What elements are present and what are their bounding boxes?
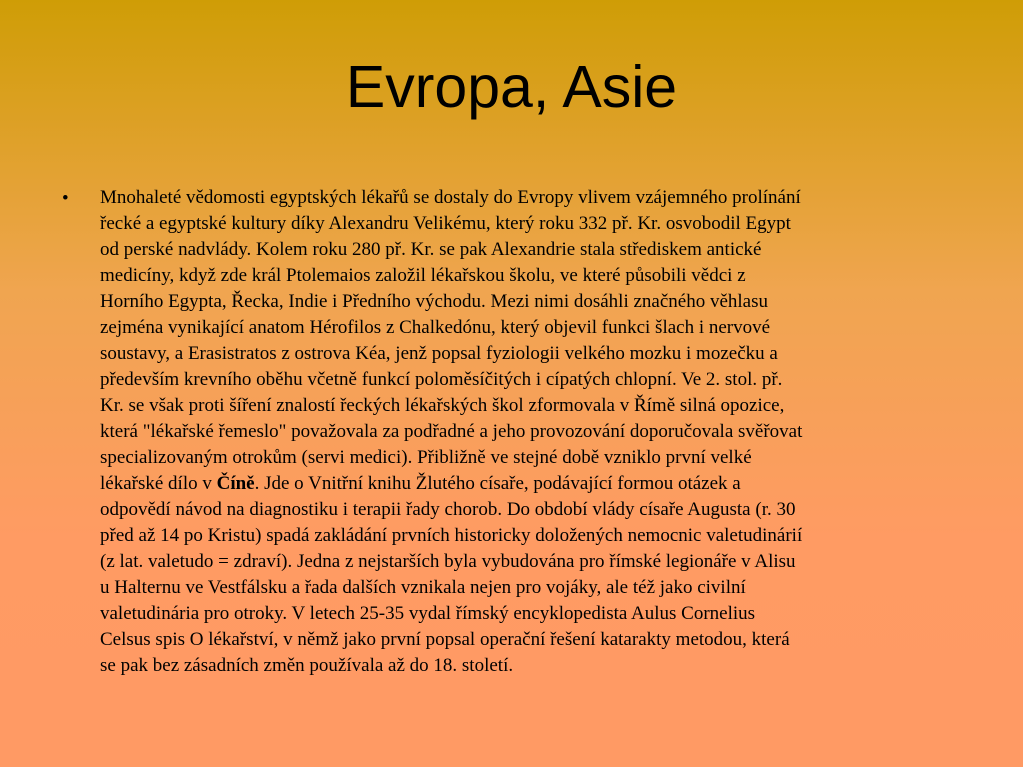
paragraph-line: medicíny, když zde král Ptolemaios založil lékařskou školu, ve které působili vědci z xyxy=(100,265,746,286)
paragraph-line: (z lat. valetudo = zdraví). Jedna z nejstarších byla vybudována pro římské legionáře v Alisu xyxy=(100,551,796,572)
bold-word-china: Číně xyxy=(216,473,255,494)
paragraph-line: se pak bez zásadních změn používala až do 18. století. xyxy=(100,655,514,676)
paragraph-line: Horního Egypta, Řecka, Indie i Předního východu. Mezi nimi dosáhli značného věhlasu xyxy=(100,291,769,312)
paragraph-line: řecké a egyptské kultury díky Alexandru Velikému, který roku 332 př. Kr. osvobodil Egypt xyxy=(100,213,791,234)
bullet-marker: • xyxy=(62,188,69,209)
line-text-before: lékařské dílo v xyxy=(100,473,217,494)
paragraph-line: zejména vynikající anatom Hérofilos z Chalkedónu, který objevil funkci šlach i nervové xyxy=(100,317,771,338)
paragraph-line: soustavy, a Erasistratos z ostrova Kéa, jenž popsal fyziologii velkého mozku i mozečku a xyxy=(100,343,778,364)
paragraph-line: valetudinária pro otroky. V letech 25-35 vydal římský encyklopedista Aulus Cornelius xyxy=(100,603,756,624)
paragraph-line-with-bold xyxy=(100,471,975,497)
paragraph-line: specializovaným otrokům (servi medici). Přibližně ve stejné době vzniklo první velké xyxy=(100,447,752,468)
paragraph-line: Kr. se však proti šíření znalostí řeckých lékařských škol zformovala v Římě silná opozice, xyxy=(100,395,785,416)
paragraph-line: Celsus spis O lékařství, v němž jako první popsal operační řešení katarakty metodou, která xyxy=(100,629,790,650)
paragraph-line: která "lékařské řemeslo" považovala za podřadné a jeho provozování doporučovala svěřovat xyxy=(100,421,803,442)
bullet-paragraph xyxy=(100,185,975,679)
paragraph-line: od perské nadvlády. Kolem roku 280 př. Kr. se pak Alexandrie stala střediskem antické xyxy=(100,239,762,260)
line-text-after: . Jde o Vnitřní knihu Žlutého císaře, podávající formou otázek a xyxy=(254,473,741,494)
paragraph-line: před až 14 po Kristu) spadá zakládání prvních historicky doložených nemocnic valetudinárií xyxy=(100,525,803,546)
paragraph-line: odpovědí návod na diagnostiku i terapii řady chorob. Do období vlády císaře Augusta (r. 30 xyxy=(100,499,796,520)
paragraph-line: u Halternu ve Vestfálsku a řada dalších vznikala nejen pro vojáky, ale též jako civilní xyxy=(100,577,746,598)
paragraph-line: Mnohaleté vědomosti egyptských lékařů se dostaly do Evropy vlivem vzájemného prolínání xyxy=(100,187,801,208)
slide-title: Evropa, Asie xyxy=(345,54,678,120)
paragraph-line: především krevního oběhu včetně funkcí poloměsíčitých i cípatých chlopní. Ve 2. stol. př. xyxy=(100,369,783,390)
